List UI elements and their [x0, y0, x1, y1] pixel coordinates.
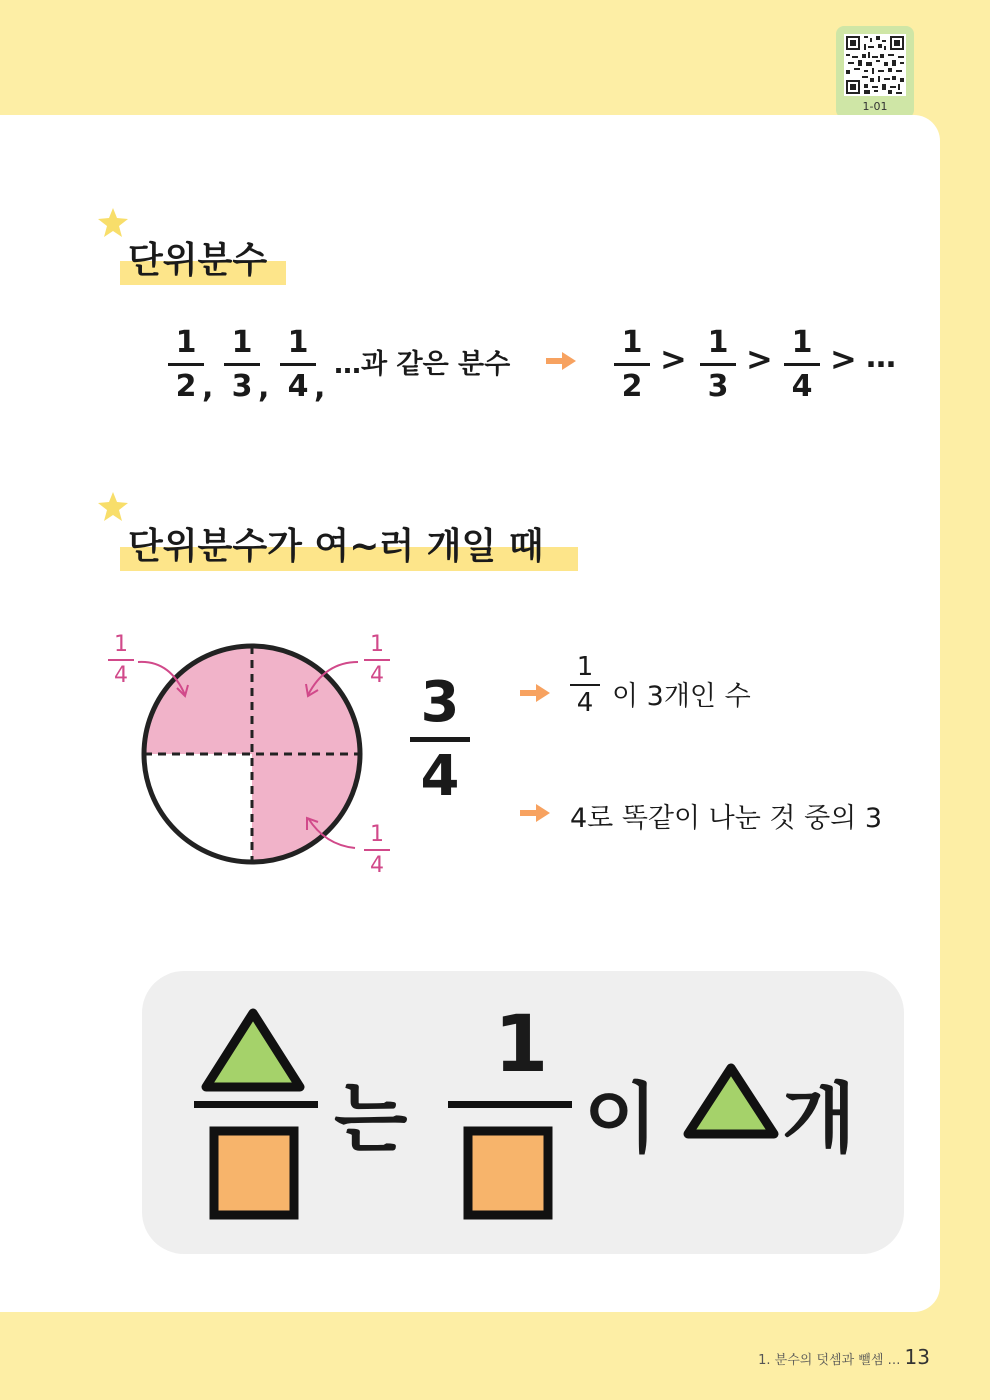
- arrow-right-icon: [520, 802, 552, 824]
- page-number: 13: [904, 1345, 930, 1369]
- triangle-icon: [682, 1060, 782, 1142]
- qr-code-box[interactable]: [836, 26, 914, 118]
- formula-word-count: 개: [782, 1074, 856, 1163]
- greater-than-sign: >: [660, 340, 687, 378]
- formula-word-is: 는: [334, 1074, 408, 1163]
- section1-heading: 단위분수: [120, 232, 275, 283]
- unit-fraction-third: 1 3: [224, 325, 260, 404]
- unit-fraction-description: …과 같은 분수: [334, 349, 511, 380]
- chapter-title: 1. 분수의 덧셈과 뺄셈 …: [758, 1353, 901, 1368]
- meaning-text-division: 4로 똑같이 나눈 것 중의 3: [570, 803, 883, 834]
- greater-than-sign: >: [830, 340, 857, 378]
- meaning-text-count: 이 3개인 수: [612, 681, 751, 712]
- quarter-label-top-left: 1 4: [108, 632, 134, 688]
- quarter-fraction: 1 4: [570, 652, 600, 718]
- qr-code-icon: [844, 34, 906, 96]
- comma: ,: [314, 370, 326, 405]
- triangle-over-square-fraction: [190, 1005, 330, 1225]
- section2-heading: 단위분수가 여~러 개일 때: [120, 518, 552, 569]
- formula-numerator: 1: [494, 1000, 549, 1090]
- comma: ,: [258, 370, 270, 405]
- big-fraction: 3 4: [410, 670, 470, 809]
- formula-word-of: 이: [584, 1074, 658, 1163]
- pointer-arrows: [130, 650, 400, 860]
- greater-than-sign: >: [746, 340, 773, 378]
- compare-fraction-quarter: 1 4: [784, 325, 820, 404]
- arrow-right-icon: [546, 350, 578, 372]
- unit-fraction-quarter: 1 4: [280, 325, 316, 404]
- unit-fraction-half: 1 2: [168, 325, 204, 404]
- compare-fraction-half: 1 2: [614, 325, 650, 404]
- page-footer: [758, 1345, 930, 1369]
- quarter-label-bottom-right: 1 4: [364, 822, 390, 878]
- ellipsis: …: [866, 340, 896, 375]
- compare-fraction-third: 1 3: [700, 325, 736, 404]
- comma: ,: [202, 370, 214, 405]
- arrow-right-icon: [520, 682, 552, 704]
- qr-code-label: 1-01: [862, 100, 888, 113]
- quarter-label-top-right: 1 4: [364, 632, 390, 688]
